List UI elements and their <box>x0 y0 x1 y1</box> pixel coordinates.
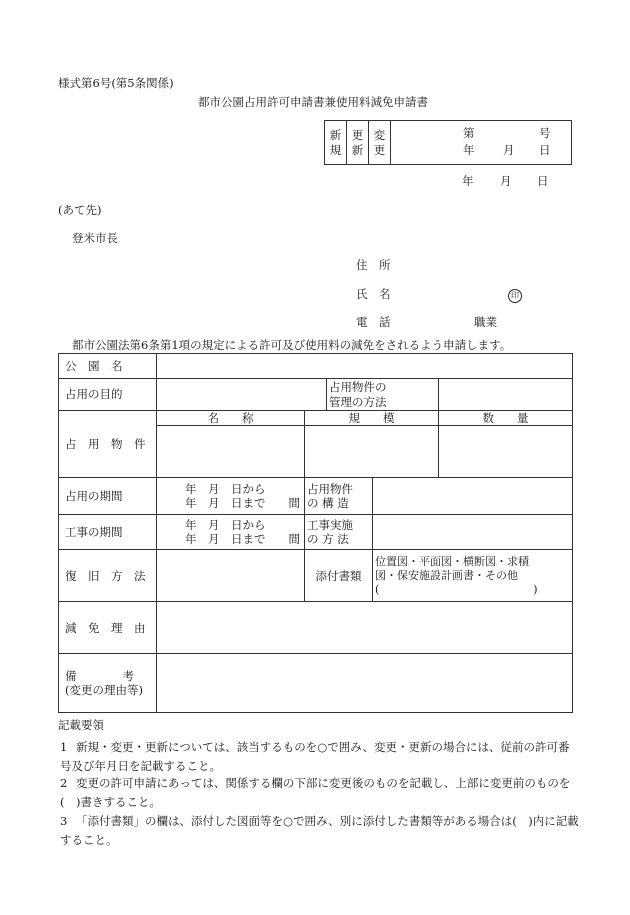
management-label: 占用物件の 管理の方法 <box>327 379 439 411</box>
application-table <box>58 353 573 713</box>
notes-heading: 記載要領 <box>58 718 104 732</box>
reduction-label: 減 免 理 由 <box>59 602 157 654</box>
form-number: 様式第6号(第5条関係) <box>58 76 174 90</box>
date-day: 日 <box>537 174 549 188</box>
work-period-label: 工事の期間 <box>59 515 157 550</box>
remarks-label: 備 考 (変更の理由等) <box>59 654 157 713</box>
page-title: 都市公園占用許可申請書兼使用料減免申請書 <box>198 95 428 109</box>
date-month: 月 <box>500 174 512 188</box>
restore-label: 復 旧 方 法 <box>59 550 157 602</box>
structure-label: 占用物件 の 構 造 <box>305 478 373 515</box>
period-field[interactable]: 年 月 日から 年 月 日まで 間 <box>157 478 305 515</box>
work-period-field[interactable]: 年 月 日から 年 月 日まで 間 <box>157 515 305 550</box>
column-quantity: 数 量 <box>439 411 573 426</box>
object-name-field[interactable] <box>157 426 305 478</box>
note-item-1: 1 新規・変更・更新については、該当するものを○で囲み、変更・更新の場合には、従前の許可番号及び年月日を記載すること。 <box>60 740 570 773</box>
objects-label: 占 用 物 件 <box>59 411 157 478</box>
addressee-label: (あて先) <box>58 203 102 217</box>
type-change[interactable]: 変 更 <box>369 121 391 165</box>
application-type-box <box>324 120 572 165</box>
reduction-field[interactable] <box>157 602 573 654</box>
period-label: 占用の期間 <box>59 478 157 515</box>
remarks-field[interactable] <box>157 654 573 713</box>
attachments-label: 添付書類 <box>305 550 373 602</box>
seal-icon: 印 <box>508 288 522 303</box>
attachments-field[interactable]: 位置図・平面図・横断図・求積 図・保安施設計画書・その他 ( ) <box>373 550 573 602</box>
intro-text: 都市公園法第6条第1項の規定による許可及び使用料の減免をされるよう申請します。 <box>72 338 512 352</box>
type-new[interactable]: 新 規 <box>325 121 347 165</box>
structure-field[interactable] <box>373 478 573 515</box>
type-renew[interactable]: 更 新 <box>347 121 369 165</box>
date-year: 年 <box>462 174 474 188</box>
work-method-field[interactable] <box>373 515 573 550</box>
object-quantity-field[interactable] <box>439 426 573 478</box>
note-item-2: 2 変更の許可申請にあっては、関係する欄の下部に変更後のものを記載し、上部に変更前のものを( )書きすること。 <box>60 776 571 809</box>
purpose-label: 占用の目的 <box>59 379 157 411</box>
park-name-field[interactable] <box>157 354 573 379</box>
addressee-mayor: 登米市長 <box>72 231 118 245</box>
permit-number-cell[interactable]: 第 号 年 月 日 <box>391 121 572 165</box>
note-item-3: 3 「添付書類」の欄は、添付した図面等を○で囲み、別に添付した書類等がある場合は( )内に記載すること。 <box>60 814 579 847</box>
park-name-label: 公 園 名 <box>59 354 157 379</box>
purpose-field[interactable] <box>157 379 327 411</box>
management-field[interactable] <box>439 379 573 411</box>
applicant-address-label: 住 所 <box>356 258 391 272</box>
object-scale-field[interactable] <box>305 426 439 478</box>
column-name: 名 称 <box>157 411 305 426</box>
restore-field[interactable] <box>157 550 305 602</box>
applicant-occupation-label: 職業 <box>474 315 497 329</box>
applicant-phone-label: 電 話 <box>356 315 391 329</box>
work-method-label: 工事実施 の 方 法 <box>305 515 373 550</box>
column-scale: 規 模 <box>305 411 439 426</box>
applicant-name-label: 氏 名 <box>356 287 391 301</box>
